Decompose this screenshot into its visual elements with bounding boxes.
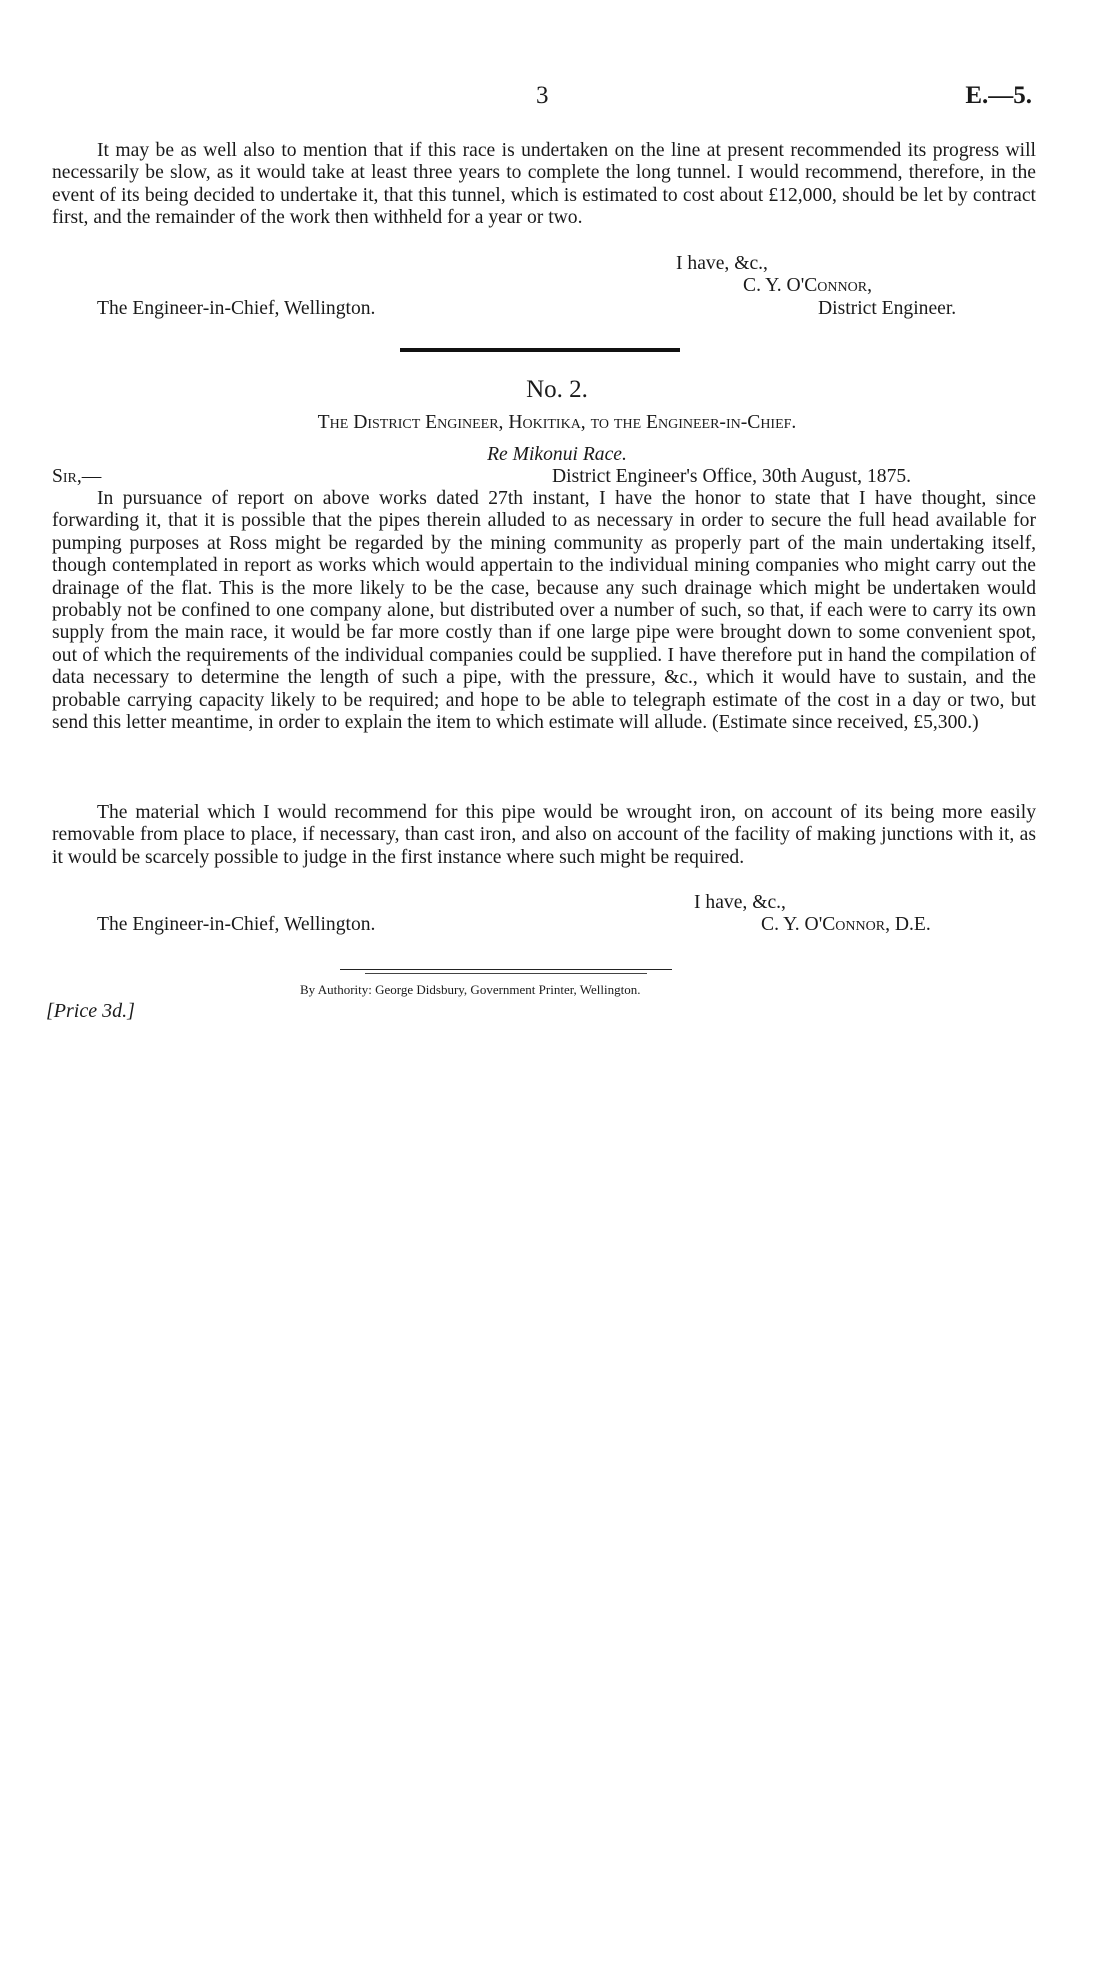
- price: [Price 3d.]: [46, 1000, 135, 1022]
- section-number: No. 2.: [526, 376, 588, 403]
- signatory-2: C. Y. O'Connor, D.E.: [761, 914, 931, 935]
- closing-phrase-2: I have, &c.,: [694, 892, 786, 913]
- closing-phrase: I have, &c.,: [676, 253, 768, 274]
- signatory-name: C. Y. O'Connor,: [743, 275, 872, 296]
- letter-subject: Re Mikonui Race.: [487, 444, 627, 465]
- paragraph-material-recommendation: The material which I would recommend for this pipe would be wrought iron, on account of its being more easily removable from place to place, if necessary, than cast iron, and also on account of the facility of making junctions with it, as it would be scarcely possible to judge in the first instance where such might be required.: [52, 802, 1036, 868]
- paragraph-pipe-proposal: In pursuance of report on above works dated 27th instant, I have the honor to state that I have thought, since forwarding it, that it is possible that the pipes therein alluded to as necessary in order to secure the full head available for pumping purposes at Ross might be regarded by the mining community as properly part of the main undertaking itself, though contemplated in report as works which would appertain to the individual mining companies who might carry out the drainage of the flat. This is the more likely to be the case, because any such drainage which might be undertaken would probably not be confined to one company alone, but distributed over a number of such, so that, if each were to carry its own supply from the main race, it would be far more costly than if one large pipe were brought down to some convenient spot, out of which the requirements of the individual companies could be supplied. I have therefore put in hand the compilation of data necessary to determine the length of such a pipe, with the pressure, &c., which it would have to sustain, and the probable carrying capacity likely to be required; and hope to be able to telegraph estimate of the cost in a day or two, but send this letter meantime, in order to explain the item to which estimate will allude. (Estimate since received, £5,300.): [52, 488, 1036, 734]
- footer-rule-inner: [365, 973, 647, 974]
- salutation: Sir,—: [52, 466, 102, 487]
- paragraph-race-recommendation: It may be as well also to mention that if this race is undertaken on the line at present recommended its progress will necessarily be slow, as it would take at least three years to complete the long tunnel. I would recommend, therefore, in the event of its being decided to undertake it, that this tunnel, which is estimated to cost about £12,000, should be let by contract first, and the remainder of the work then withheld for a year or two.: [52, 140, 1036, 229]
- office-and-date: District Engineer's Office, 30th August, 1875.: [552, 466, 912, 487]
- printer-authority: By Authority: George Didsbury, Government Printer, Wellington.: [300, 982, 641, 997]
- signatory-title: District Engineer.: [818, 298, 957, 319]
- page-number: 3: [536, 82, 549, 109]
- addressee-2: The Engineer-in-Chief, Wellington.: [97, 914, 376, 935]
- footer-rule: [340, 969, 672, 970]
- addressee: The Engineer-in-Chief, Wellington.: [97, 298, 376, 319]
- section-divider: [400, 348, 680, 352]
- document-reference: E.—5.: [965, 82, 1032, 109]
- letter-heading: The District Engineer, Hokitika, to the Engineer-in-Chief.: [317, 412, 797, 433]
